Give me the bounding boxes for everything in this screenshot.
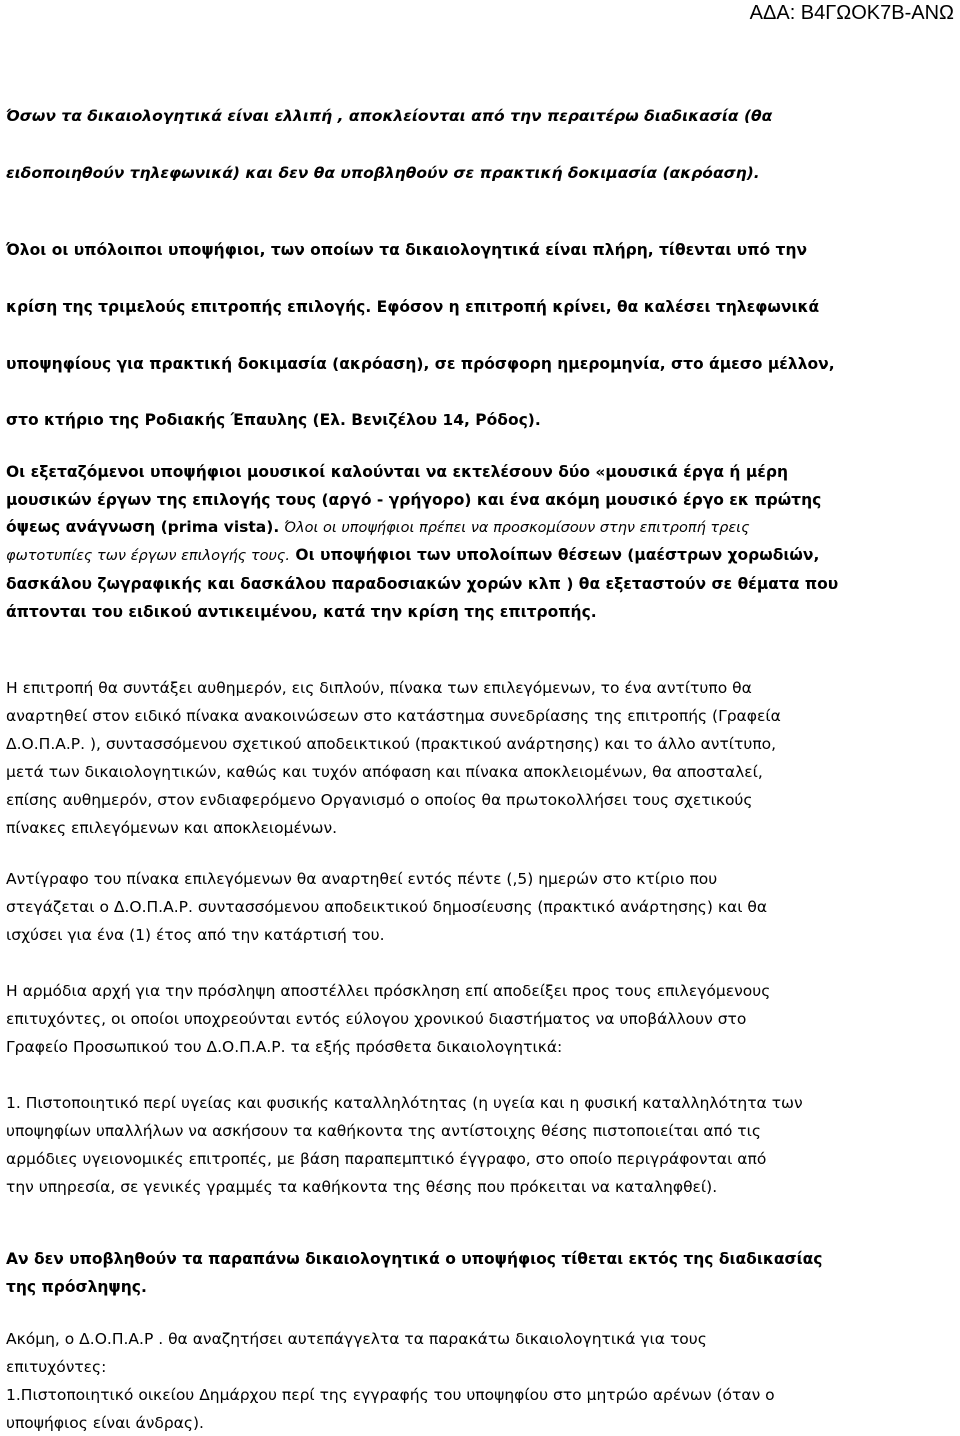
- p4-line-1: Η επιτροπή θα συντάξει αυθημερόν, εις διπλούν, πίνακα των επιλεγόμενων, το ένα αντίτυπο θα: [6, 679, 752, 697]
- p3-line-5: δασκάλου ζωγραφικής και δασκάλου παραδοσιακών χορών κλπ ) θα εξεταστούν σε θέματα που: [6, 575, 839, 593]
- p1-line-2: ειδοποιηθούν τηλεφωνικά) και δεν θα υποβληθούν σε πρακτική δοκιμασία (ακρόαση).: [6, 164, 760, 182]
- p7-line-4: την υπηρεσία, σε γενικές γραμμές τα καθήκοντα της θέσης που πρόκειται να καταληφθεί).: [6, 1178, 718, 1196]
- p9-line-1: Ακόμη, ο Δ.Ο.Π.Α.Ρ . θα αναζητήσει αυτεπάγγελτα τα παρακάτω δικαιολογητικά για τους: [6, 1330, 707, 1348]
- ada-header: ΑΔΑ: Β4ΓΩΟΚ7Β-ΑΝΩ: [749, 2, 954, 24]
- p7-line-1: 1. Πιστοποιητικό περί υγείας και φυσικής καταλληλότητας (η υγεία και η φυσική καταλληλότητα των: [6, 1094, 803, 1112]
- p6-line-3: Γραφείο Προσωπικού του Δ.Ο.Π.Α.Ρ. τα εξής πρόσθετα δικαιολογητικά:: [6, 1038, 563, 1056]
- p4-line-2: αναρτηθεί στον ειδικό πίνακα ανακοινώσεων στο κατάστημα συνεδρίασης της επιτροπής (Γραφεία: [6, 707, 781, 725]
- p5-line-2: στεγάζεται ο Δ.Ο.Π.Α.Ρ. συντασσόμενου αποδεικτικού δημοσίευσης (πρακτικό ανάρτησης) και θα: [6, 898, 768, 916]
- p3-line-4-italic: φωτοτυπίες των έργων επιλογής τους.: [6, 548, 291, 564]
- p2-line-2: κρίση της τριμελούς επιτροπής επιλογής. Εφόσον η επιτροπή κρίνει, θα καλέσει τηλεφωνικά: [6, 298, 820, 316]
- p9-line-3: 1.Πιστοποιητικό οικείου Δημάρχου περί της εγγραφής του υποψηφίου στο μητρώο αρένων (όταν ο: [6, 1386, 775, 1404]
- p4-line-3: Δ.Ο.Π.Α.Ρ. ), συντασσόμενου σχετικού αποδεικτικού (πρακτικού ανάρτησης) και το άλλο αντίτυπο,: [6, 735, 777, 753]
- p5-line-3: ισχύσει για ένα (1) έτος από την κατάρτισή του.: [6, 926, 385, 944]
- p1-line-1: Όσων τα δικαιολογητικά είναι ελλιπή , αποκλείονται από την περαιτέρω διαδικασία (θα: [6, 107, 773, 125]
- p3-line-3-bold: όψεως ανάγνωση (prima vista).: [6, 518, 280, 536]
- p9-line-2: επιτυχόντες:: [6, 1358, 107, 1376]
- p4-line-4: μετά των δικαιολογητικών, καθώς και τυχόν απόφαση και πίνακα αποκλειομένων, θα αποσταλεί,: [6, 763, 763, 781]
- p3-line-4: [6, 545, 819, 566]
- p2-line-1: Όλοι οι υπόλοιποι υποψήφιοι, των οποίων τα δικαιολογητικά είναι πλήρη, τίθενται υπό την: [6, 241, 808, 259]
- p3-line-1: Οι εξεταζόμενοι υποψήφιοι μουσικοί καλούνται να εκτελέσουν δύο «μουσικά έργα ή μέρη: [6, 463, 788, 481]
- p3-line-3: [6, 517, 750, 538]
- p4-line-6: πίνακες επιλεγόμενων και αποκλειομένων.: [6, 819, 338, 837]
- p5-line-1: Αντίγραφο του πίνακα επιλεγόμενων θα αναρτηθεί εντός πέντε (,5) ημερών στο κτίριο που: [6, 870, 718, 888]
- p6-line-1: Η αρμόδια αρχή για την πρόσληψη αποστέλλει πρόσκληση επί αποδείξει προς τους επιλεγόμενους: [6, 982, 771, 1000]
- p7-line-3: αρμόδιες υγειονομικές επιτροπές, με βάση παραπεμπτικό έγγραφο, στο οποίο περιγράφονται από: [6, 1150, 767, 1168]
- p3-line-4-bold: Οι υποψήφιοι των υπολοίπων θέσεων (μαέστρων χορωδιών,: [290, 546, 820, 564]
- p8-line-1: Αν δεν υποβληθούν τα παραπάνω δικαιολογητικά ο υποψήφιος τίθεται εκτός της διαδικασίας: [6, 1250, 823, 1268]
- p9-line-4: υποψήφιος είναι άνδρας).: [6, 1414, 204, 1432]
- p3-line-3-italic: Όλοι οι υποψήφιοι πρέπει να προσκομίσουν στην επιτροπή τρεις: [279, 520, 750, 536]
- p3-line-6: άπτονται του ειδικού αντικειμένου, κατά την κρίση της επιτροπής.: [6, 603, 597, 621]
- p2-line-4: στο κτήριο της Ροδιακής Έπαυλης (Ελ. Βενιζέλου 14, Ρόδος).: [6, 411, 541, 429]
- p8-line-2: της πρόσληψης.: [6, 1278, 147, 1296]
- p7-line-2: υποψηφίων υπαλλήλων να ασκήσουν τα καθήκοντα της αντίστοιχης θέσης πιστοποιείται από τις: [6, 1122, 761, 1140]
- p4-line-5: επίσης αυθημερόν, στον ενδιαφερόμενο Οργανισμό ο οποίος θα πρωτοκολλήσει τους σχετικούς: [6, 791, 753, 809]
- p3-line-2: μουσικών έργων της επιλογής τους (αργό - γρήγορο) και ένα ακόμη μουσικό έργο εκ πρώτης: [6, 491, 822, 509]
- p6-line-2: επιτυχόντες, οι οποίοι υποχρεούνται εντός εύλογου χρονικού διαστήματος να υποβάλλουν στο: [6, 1010, 747, 1028]
- p2-line-3: υποψηφίους για πρακτική δοκιμασία (ακρόαση), σε πρόσφορη ημερομηνία, στο άμεσο μέλλον,: [6, 355, 835, 373]
